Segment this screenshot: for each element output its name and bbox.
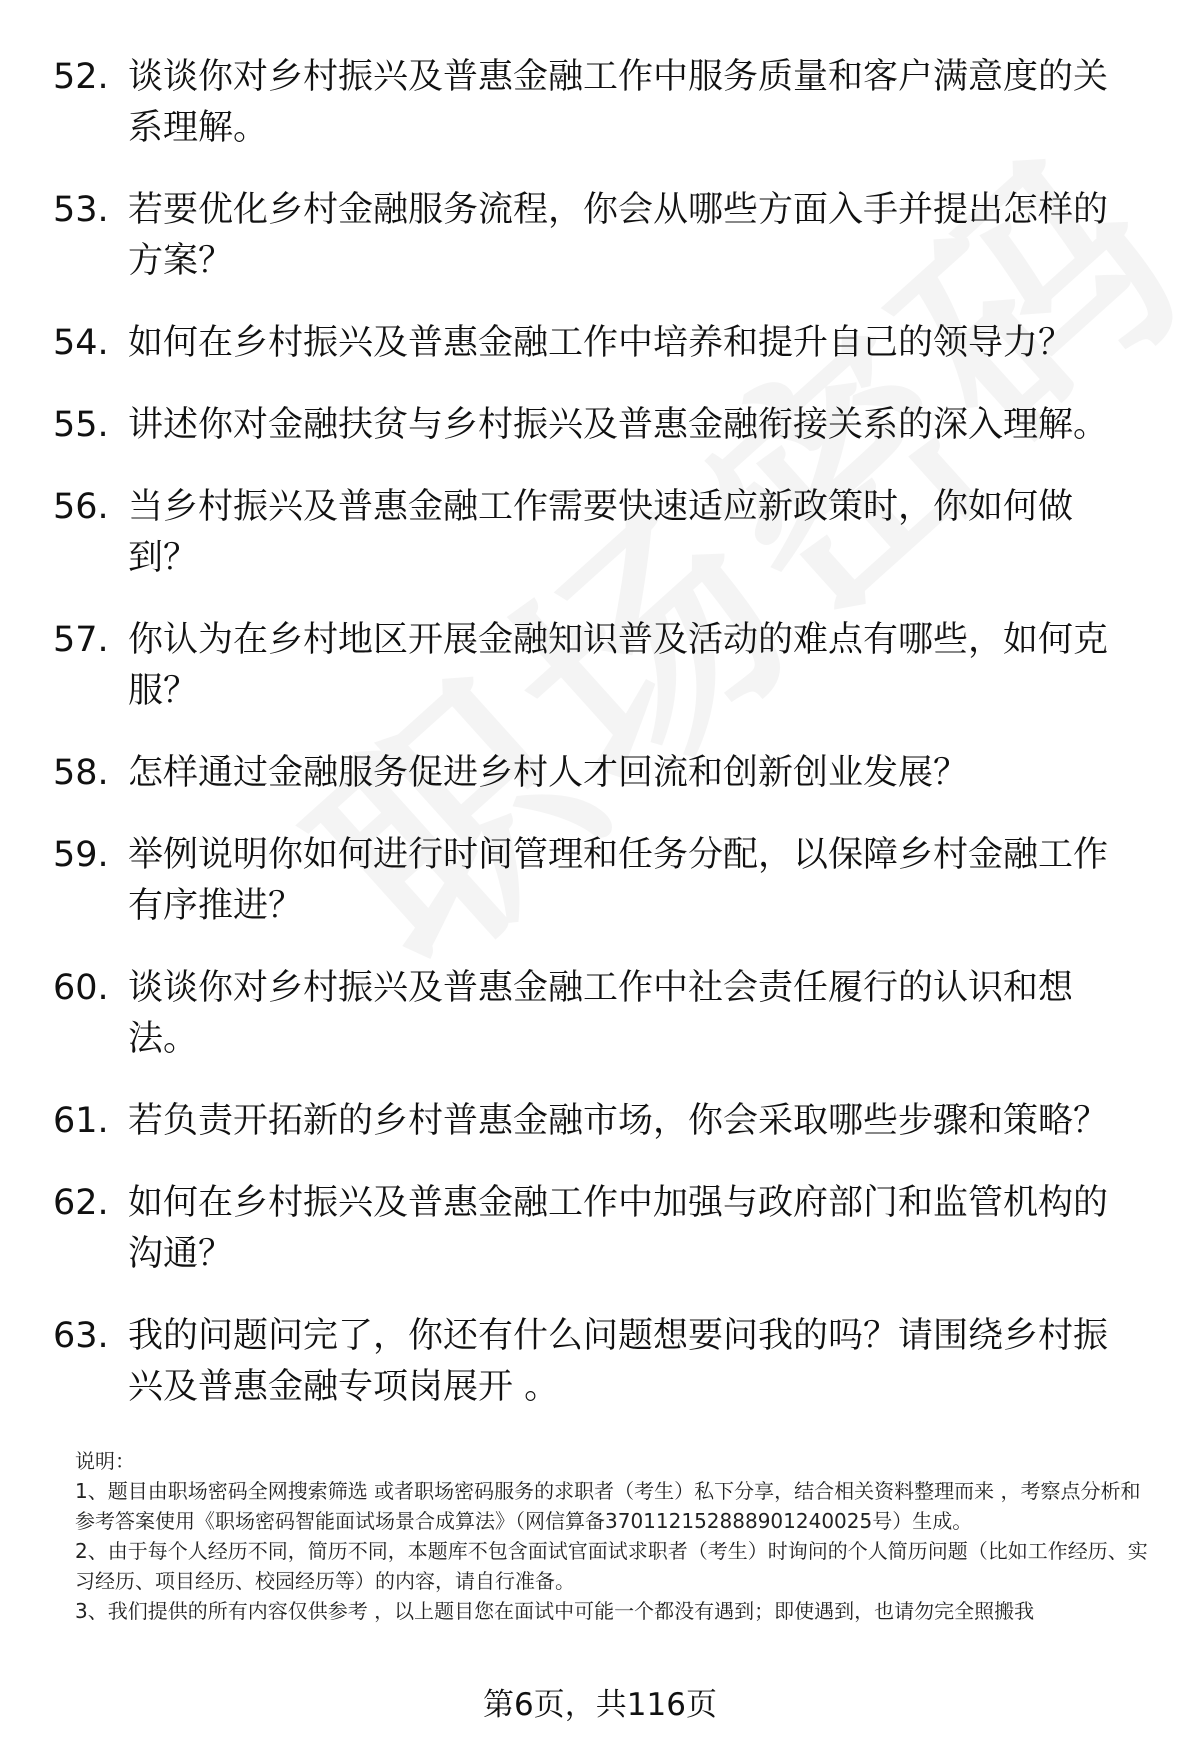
question-number: 59. — [53, 835, 109, 875]
question-item — [0, 1096, 1200, 1147]
question-item — [0, 318, 1200, 369]
question-number: 60. — [53, 968, 109, 1008]
question-number: 56. — [53, 487, 109, 527]
question-number: 52. — [53, 57, 109, 97]
question-item — [0, 1178, 1200, 1280]
note-item: 2、由于每个人经历不同，简历不同，本题库不包含面试官面试求职者（考生）时询问的个人简历问题（比如工作经历、实习经历、项目经历、校园经历等）的内容，请自行准备。 — [75, 1539, 1148, 1593]
question-number: 62. — [53, 1183, 109, 1223]
question-number: 54. — [53, 323, 109, 363]
question-number: 53. — [53, 190, 109, 230]
notes-title: 说明： — [75, 1449, 135, 1473]
page-number: 第6页，共116页 — [483, 1687, 717, 1723]
question-item — [0, 830, 1200, 932]
note-item: 3、我们提供的所有内容仅供参考 ，以上题目您在面试中可能一个都没有遇到；即使遇到，也请勿完全照搬我 — [75, 1599, 1035, 1623]
question-item — [0, 185, 1200, 287]
question-number: 57. — [53, 620, 109, 660]
question-number: 58. — [53, 753, 109, 793]
question-list — [0, 52, 1200, 1444]
notes-section — [75, 1446, 1155, 1626]
question-text: 若要优化乡村金融服务流程，你会从哪些方面入手并提出怎样的方案？ — [128, 190, 1109, 281]
question-text: 当乡村振兴及普惠金融工作需要快速适应新政策时，你如何做到？ — [128, 487, 1074, 578]
question-item — [0, 963, 1200, 1065]
question-item — [0, 52, 1200, 154]
question-item — [0, 615, 1200, 717]
question-text: 举例说明你如何进行时间管理和任务分配，以保障乡村金融工作有序推进？ — [128, 835, 1109, 926]
question-item — [0, 748, 1200, 799]
question-text: 你认为在乡村地区开展金融知识普及活动的难点有哪些，如何克服？ — [128, 620, 1109, 711]
question-number: 55. — [53, 405, 109, 445]
question-number: 63. — [53, 1316, 109, 1356]
question-text: 怎样通过金融服务促进乡村人才回流和创新创业发展？ — [128, 753, 969, 793]
question-text: 若负责开拓新的乡村普惠金融市场，你会采取哪些步骤和策略？ — [128, 1101, 1109, 1141]
question-text: 我的问题问完了，你还有什么问题想要问我的吗？请围绕乡村振兴及普惠金融专项岗展开 。 — [128, 1316, 1109, 1407]
question-text: 谈谈你对乡村振兴及普惠金融工作中社会责任履行的认识和想法。 — [128, 968, 1074, 1059]
question-item — [0, 482, 1200, 584]
question-text: 讲述你对金融扶贫与乡村振兴及普惠金融衔接关系的深入理解。 — [128, 405, 1109, 445]
question-text: 如何在乡村振兴及普惠金融工作中加强与政府部门和监管机构的沟通？ — [128, 1183, 1109, 1274]
question-text: 如何在乡村振兴及普惠金融工作中培养和提升自己的领导力？ — [128, 323, 1074, 363]
question-text: 谈谈你对乡村振兴及普惠金融工作中服务质量和客户满意度的关系理解。 — [128, 57, 1109, 148]
note-item: 1、题目由职场密码全网搜索筛选 或者职场密码服务的求职者（考生）私下分享，结合相关资料整理而来 ，考察点分析和参考答案使用《职场密码智能面试场景合成算法》（网信算备370112152888901240025号）生成。 — [75, 1479, 1141, 1533]
question-item — [0, 400, 1200, 451]
question-number: 61. — [53, 1101, 109, 1141]
question-item — [0, 1311, 1200, 1413]
